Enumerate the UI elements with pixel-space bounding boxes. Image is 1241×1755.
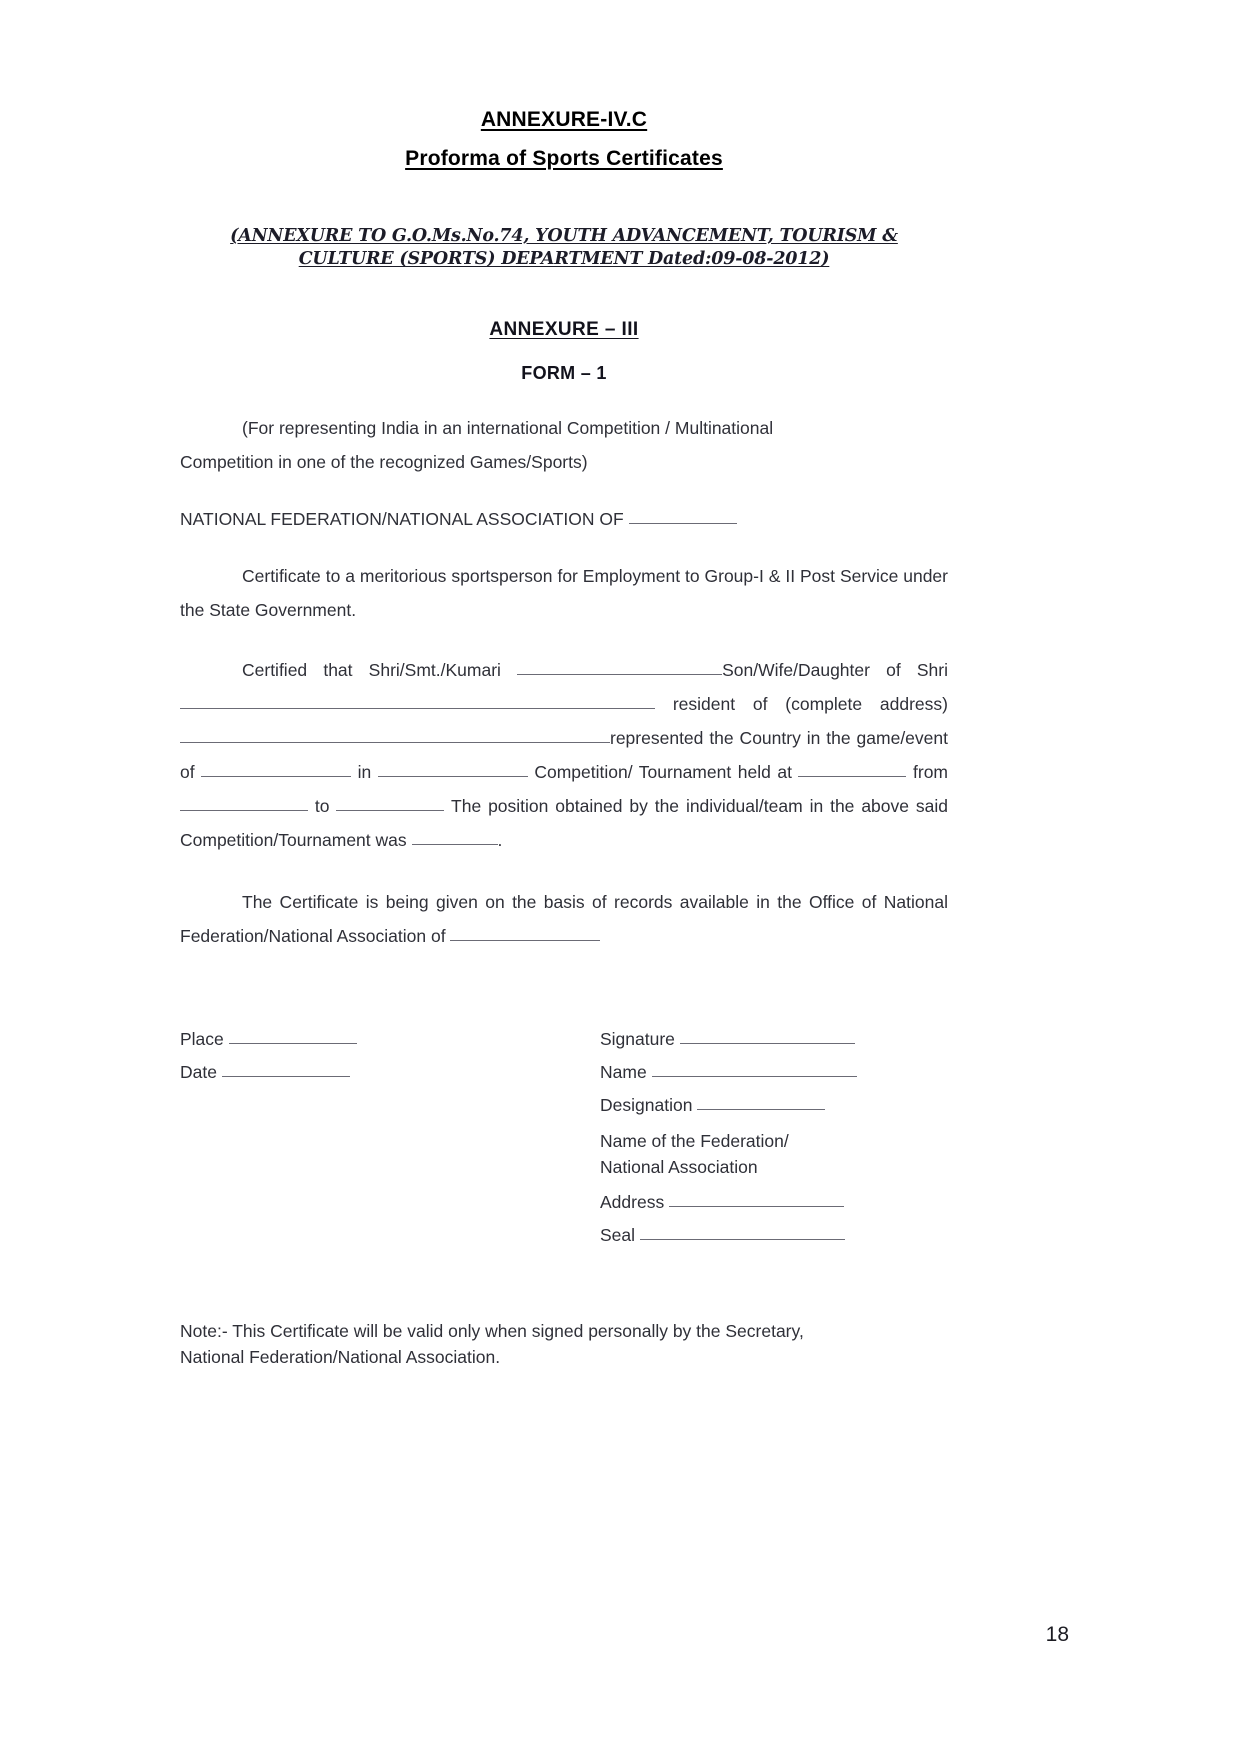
name-field-row <box>600 1056 948 1089</box>
address-blank[interactable] <box>180 728 610 743</box>
certified-segment-5: in <box>357 761 372 782</box>
certified-declaration-paragraph <box>180 653 948 857</box>
place-field-row <box>180 1023 600 1056</box>
certified-segment-6: Competition/ Tournament held at <box>534 761 792 782</box>
basis-paragraph <box>180 885 948 953</box>
annexure-code-heading <box>180 108 948 132</box>
certificate-purpose-text: Certificate to a meritorious sportsperson for Employment to Group-I & II Post Service under the State Government. <box>180 565 948 620</box>
certified-segment-3: resident of (complete address) <box>672 693 948 714</box>
certificate-purpose-paragraph <box>180 559 948 627</box>
annexure-number-heading <box>180 319 948 341</box>
federation-label-line-2: National Association <box>600 1156 758 1177</box>
venue-blank[interactable] <box>798 762 906 777</box>
go-reference-line-1: (ANNEXURE TO G.O.Ms.No.74, YOUTH ADVANCEMENT, TOURISM & <box>230 226 898 246</box>
signature-right-column <box>600 1023 948 1252</box>
person-name-blank[interactable] <box>517 660 722 675</box>
address-field-row <box>600 1186 948 1219</box>
game-event-blank[interactable] <box>201 762 351 777</box>
federation-name-blank[interactable] <box>629 509 737 524</box>
certified-segment-10: . <box>497 829 503 850</box>
date-field-label: Date <box>180 1061 217 1082</box>
address-field-label: Address <box>600 1191 665 1212</box>
federation-label-line-1: Name of the Federation/ <box>600 1130 789 1151</box>
page-number: 18 <box>1045 1623 1069 1646</box>
father-name-blank[interactable] <box>180 694 655 709</box>
certified-segment-1: Certified that Shri/Smt./Kumari <box>242 659 501 680</box>
document-content <box>180 0 948 1370</box>
name-blank[interactable] <box>652 1062 857 1077</box>
signature-blank[interactable] <box>680 1029 855 1044</box>
seal-field-label: Seal <box>600 1224 636 1245</box>
validity-note-line-1: Note:- This Certificate will be valid only when signed personally by the Secretary, <box>180 1320 804 1341</box>
annexure-code-text: ANNEXURE-IV.C <box>480 108 648 131</box>
certified-segment-8: to <box>314 795 330 816</box>
to-date-blank[interactable] <box>336 796 444 811</box>
proforma-title-text: Proforma of Sports Certificates <box>405 147 723 170</box>
go-reference-line-2: CULTURE (SPORTS) DEPARTMENT Dated:09-08-2012) <box>298 249 830 270</box>
signature-field-row <box>600 1023 948 1056</box>
scope-note-part-1: (For representing India in an international Competition / Multinational <box>242 417 774 438</box>
form-number-heading <box>180 363 948 384</box>
annexure-number-text: ANNEXURE – III <box>489 318 639 340</box>
signature-field-label: Signature <box>600 1028 675 1049</box>
federation-field-label: NATIONAL FEDERATION/NATIONAL ASSOCIATION OF <box>180 508 624 529</box>
place-field-label: Place <box>180 1028 224 1049</box>
name-field-label: Name <box>600 1061 647 1082</box>
scope-note-part-2: Competition in one of the recognized Games/Sports) <box>180 451 588 472</box>
competition-name-blank[interactable] <box>378 762 528 777</box>
designation-blank[interactable] <box>697 1095 825 1110</box>
designation-field-label: Designation <box>600 1094 693 1115</box>
federation-field-line <box>180 502 948 536</box>
scope-note-paragraph-continued <box>180 445 948 479</box>
signature-address-blank[interactable] <box>669 1192 844 1207</box>
validity-note-line-2: National Federation/National Association. <box>180 1346 501 1367</box>
seal-blank[interactable] <box>640 1225 845 1240</box>
form-number-text: FORM – 1 <box>521 362 607 383</box>
validity-note <box>180 1318 948 1370</box>
basis-segment-1: The Certificate is being given on the basis of records available in the Office of National Federation/National Association of <box>180 891 948 946</box>
go-reference-heading <box>180 225 948 272</box>
from-date-blank[interactable] <box>180 796 308 811</box>
certified-segment-2: Son/Wife/Daughter of Shri <box>722 659 949 680</box>
position-blank[interactable] <box>412 830 498 845</box>
scope-note-paragraph <box>180 411 948 445</box>
date-blank[interactable] <box>222 1062 350 1077</box>
certified-segment-4: represented the Country in the game/event of <box>180 727 948 782</box>
certified-segment-9: The position obtained by the individual/team in the above said Competition/Tournament was <box>180 795 948 850</box>
signature-block <box>180 1023 948 1252</box>
place-blank[interactable] <box>229 1029 357 1044</box>
signature-left-column <box>180 1023 600 1252</box>
seal-field-row <box>600 1219 948 1252</box>
federation-name-label-row <box>600 1128 948 1180</box>
certified-segment-7: from <box>913 761 948 782</box>
date-field-row <box>180 1056 600 1089</box>
basis-federation-blank[interactable] <box>450 926 600 941</box>
proforma-title-heading <box>180 147 948 171</box>
designation-field-row <box>600 1089 948 1122</box>
